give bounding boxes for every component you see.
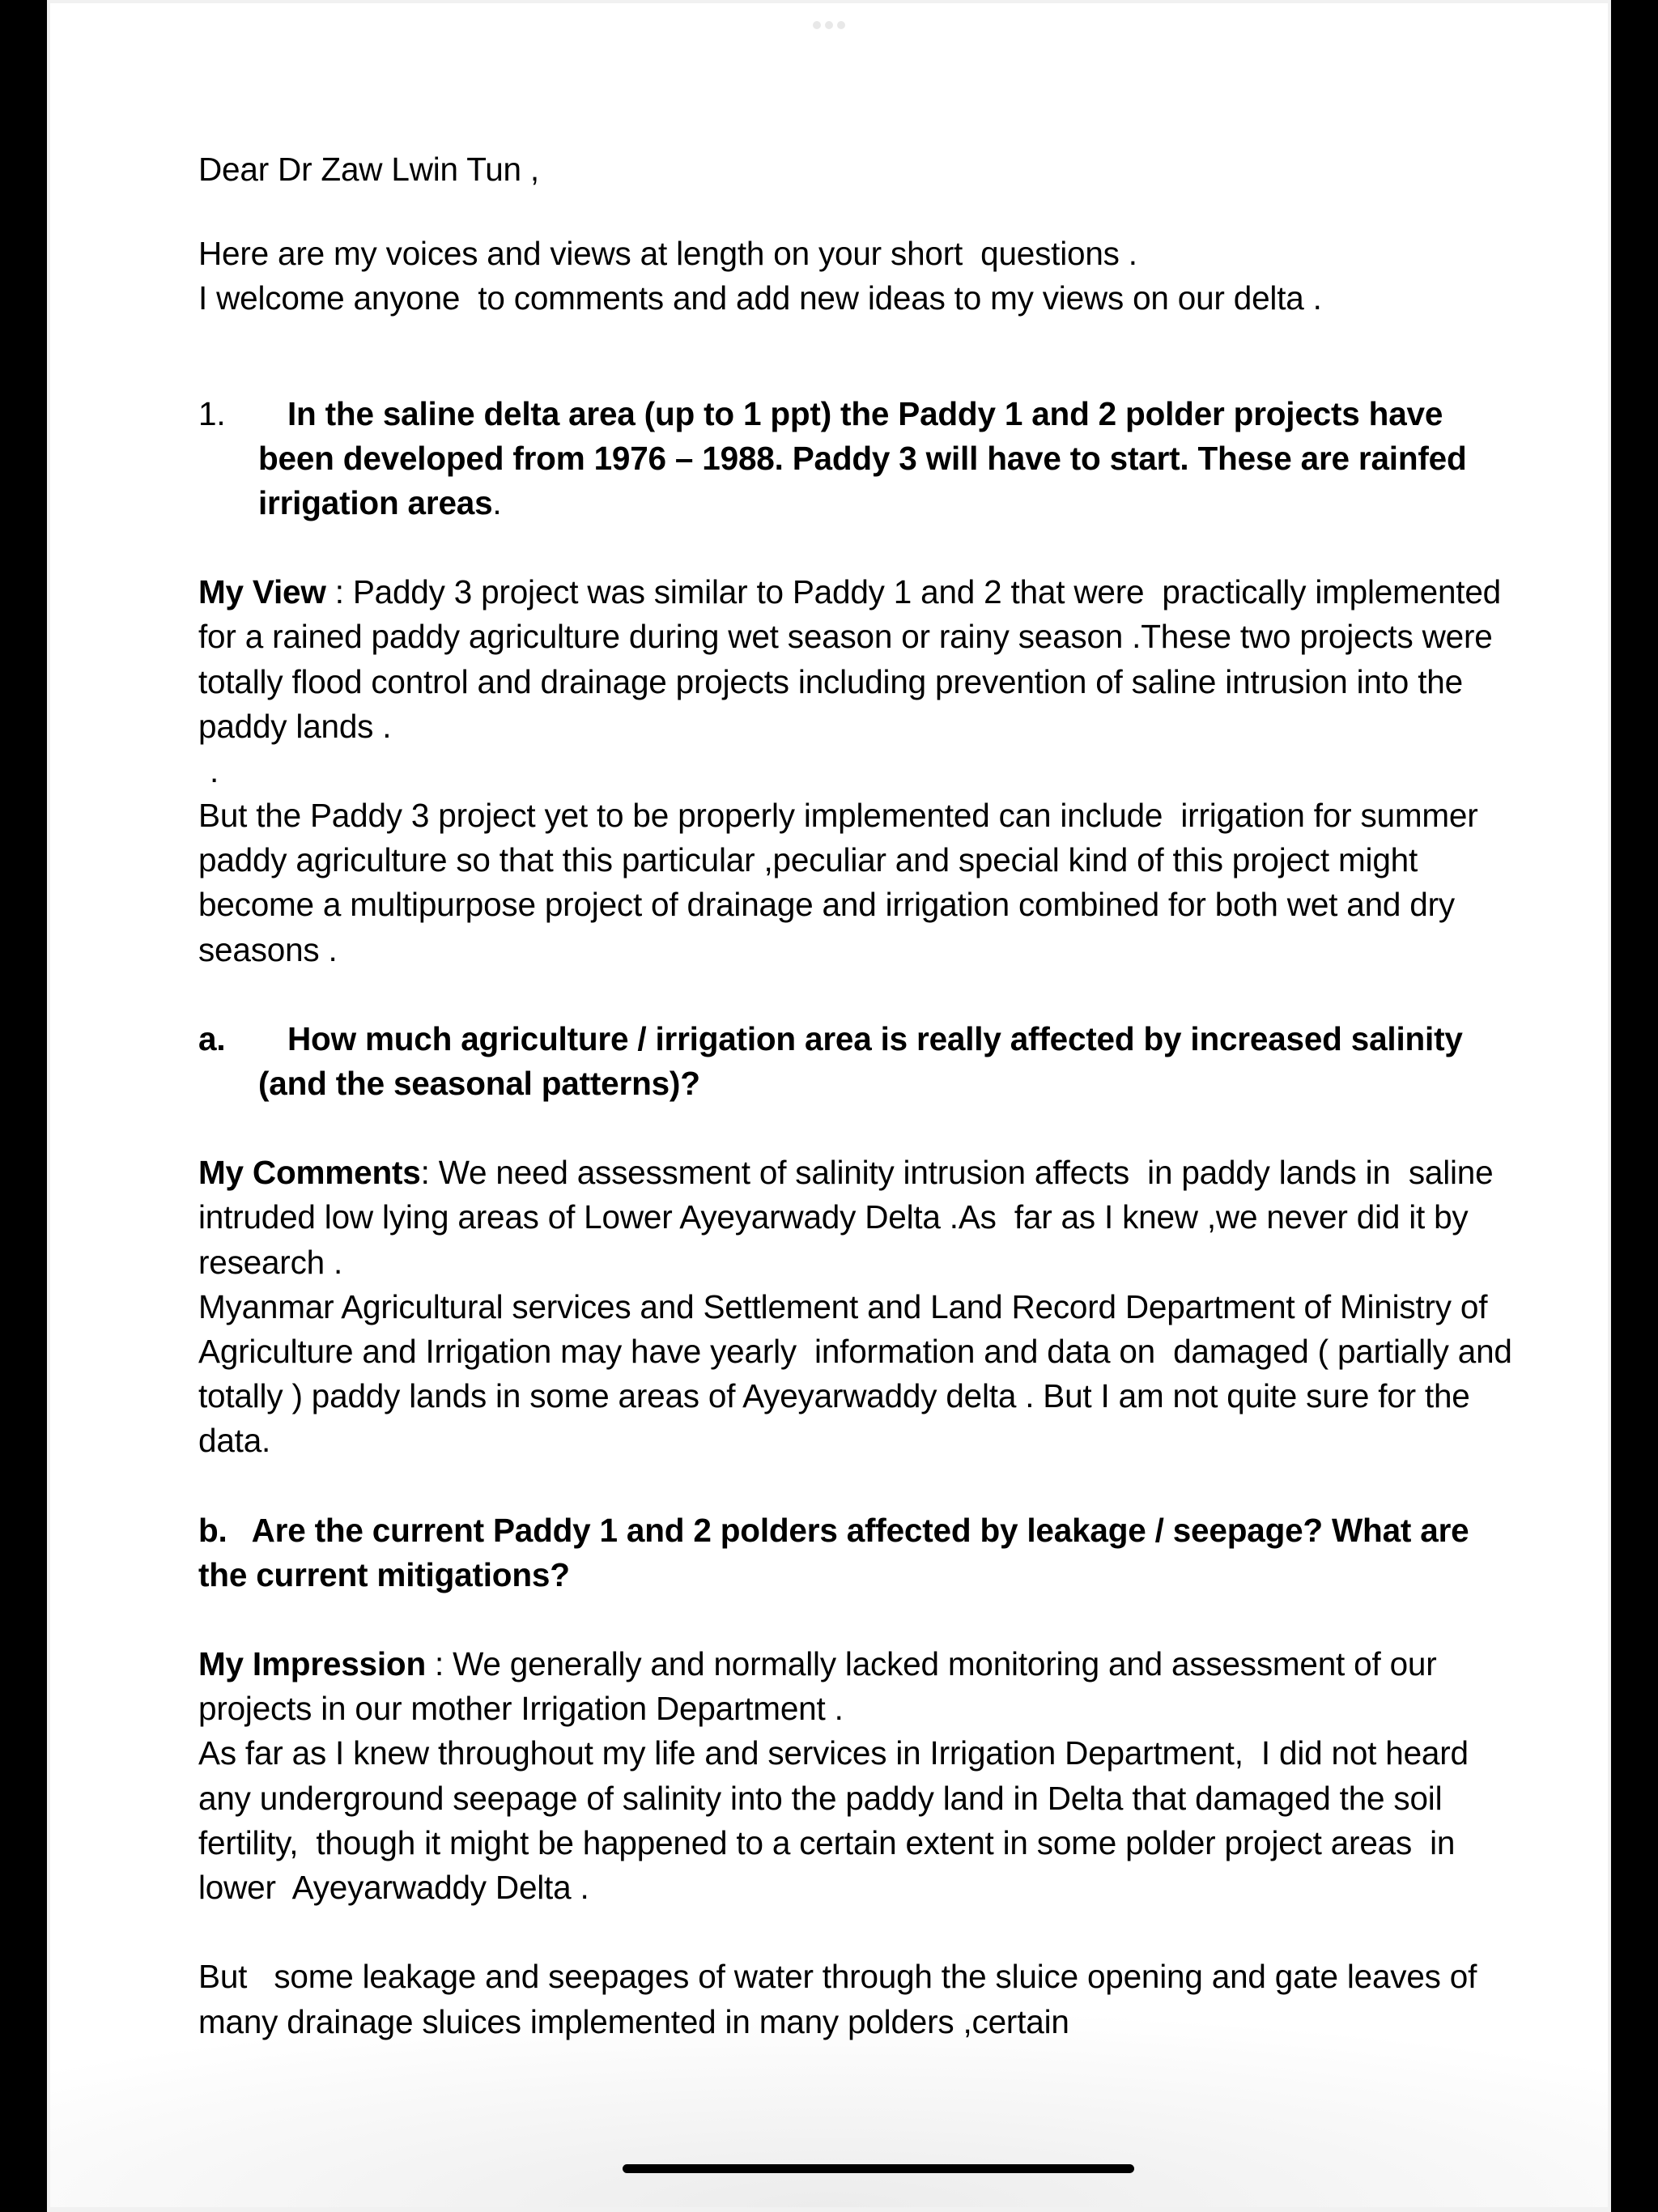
question-a [198, 1017, 1526, 1106]
question-1-period: . [492, 484, 502, 522]
my-comments-paragraph [198, 1151, 1526, 1285]
grabber-dot [825, 21, 833, 29]
my-comments-continuation: Myanmar Agricultural services and Settlement and Land Record Department of Ministry of Agriculture and Irrigation may have yearly information and data on damaged ( partially and totally ) paddy lands in some areas of Ayeyarwaddy delta . But I am not quite sure for the data. [198, 1287, 1521, 1460]
document-page[interactable] [50, 3, 1608, 2207]
question-1-marker: 1. [198, 394, 226, 432]
my-impression-paragraph [198, 1642, 1526, 1731]
my-view-continuation: But the Paddy 3 project yet to be properly implemented can include irrigation for summer paddy agriculture so that this particular ,peculiar and special kind of this project might become a multipurpose project of drainage and irrigation combined for both wet and dry seasons . [198, 797, 1487, 968]
question-b-marker: b. [198, 1511, 227, 1549]
separator-dot: . [210, 752, 219, 790]
my-comments-label: My Comments [198, 1154, 421, 1192]
my-impression-continuation: As far as I knew throughout my life and services in Irrigation Department, I did not heard any underground seepage of salinity into the paddy land in Delta that damaged the soil fertility, though it might be happened to a certain extent in some polder project areas in lower Ayeyarwaddy Delta . [198, 1734, 1477, 1907]
question-1-text [258, 392, 1526, 526]
greeting: Dear Dr Zaw Lwin Tun , [198, 151, 539, 188]
question-1-bold-text: In the saline delta area (up to 1 ppt) the Paddy 1 and 2 polder projects have been developed from 1976 – 1988. Paddy 3 will have to start. These are rainfed irrigation areas [258, 394, 1476, 522]
document-viewer [47, 0, 1611, 2212]
my-view-paragraph [198, 570, 1526, 749]
question-1 [198, 392, 1526, 526]
my-impression-text: : We generally and normally lacked monitoring and assessment of our projects in our mother Irrigation Department . [198, 1645, 1446, 1728]
question-b-text: Are the current Paddy 1 and 2 polders affected by leakage / seepage? What are the current mitigations? [198, 1511, 1478, 1593]
final-paragraph: But some leakage and seepages of water through the sluice opening and gate leaves of many drainage sluices implemented in many polders ,certain [198, 1958, 1486, 2040]
grabber-dot [813, 21, 821, 29]
my-impression-label: My Impression [198, 1645, 426, 1683]
question-a-marker: a. [198, 1019, 226, 1057]
sheet-grabber-icon[interactable] [813, 21, 845, 29]
letter-body [198, 147, 1526, 2044]
my-view-text: : Paddy 3 project was similar to Paddy 1 and 2 that were practically implemented for a rained paddy agriculture during wet season or rainy season .These two projects were totally flood control and drainage projects including prevention of saline intrusion into the paddy lands . [198, 573, 1520, 745]
home-indicator-bar[interactable] [623, 2164, 1134, 2173]
grabber-dot [837, 21, 845, 29]
intro-line-2: I welcome anyone to comments and add new ideas to my views on our delta . [198, 279, 1322, 317]
my-comments-text: : We need assessment of salinity intrusion affects in paddy lands in saline intruded low lying areas of Lower Ayeyarwady Delta .As far as I knew ,we never did it by research . [198, 1154, 1503, 1281]
my-view-label: My View [198, 573, 326, 611]
intro-line-1: Here are my voices and views at length on your short questions . [198, 235, 1137, 273]
question-a-text: How much agriculture / irrigation area is really affected by increased salinity (and the seasonal patterns)? [258, 1019, 1472, 1103]
question-b [198, 1508, 1526, 1597]
